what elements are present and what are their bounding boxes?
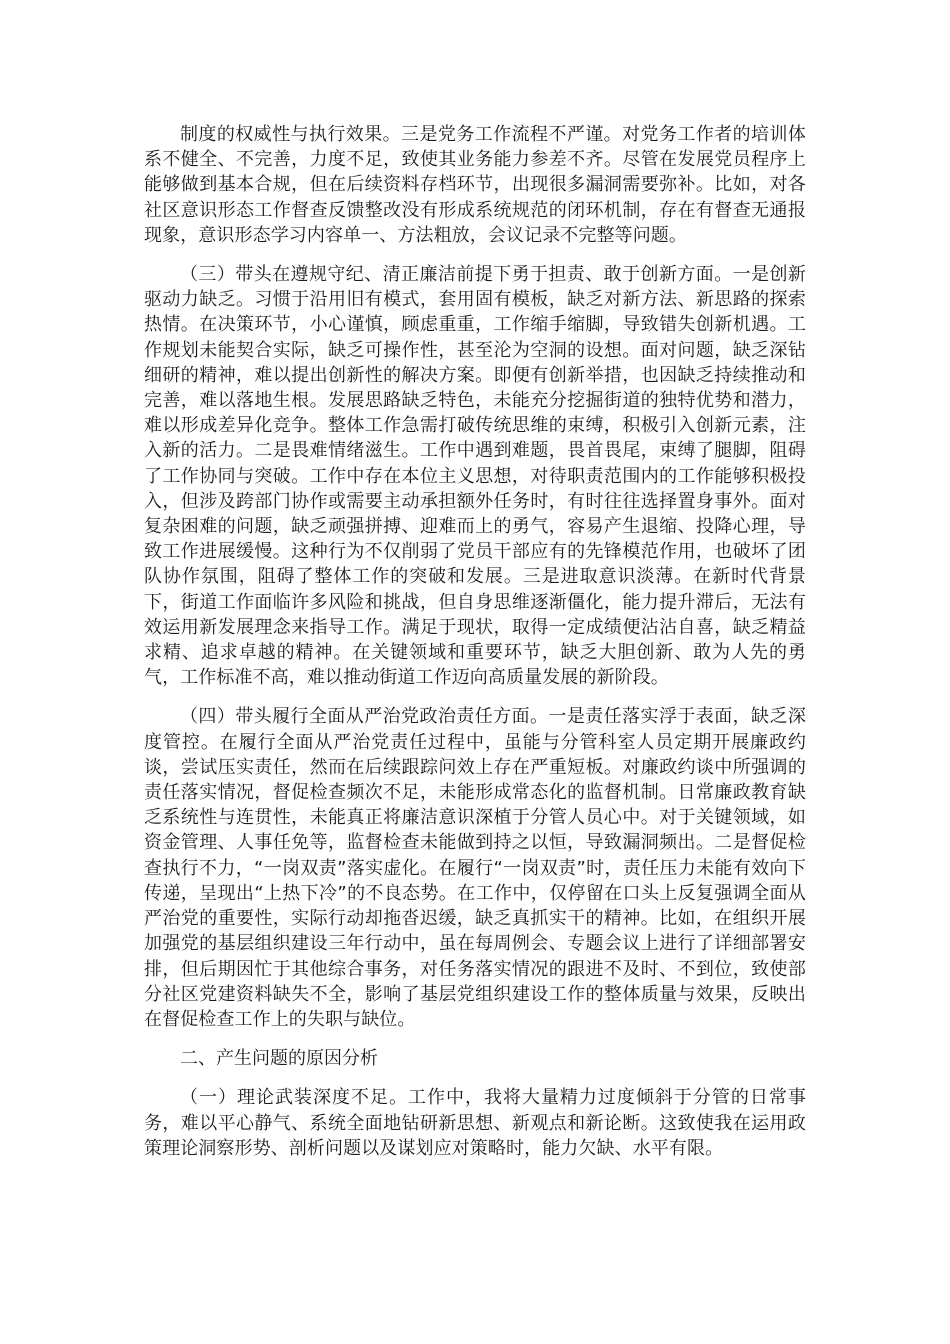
paragraph-section-four: （四）带头履行全面从严治党政治责任方面。一是责任落实浮于表面，缺乏深度管控。在履行全面从严治党责任过程中，虽能与分管科室人员定期开展廉政约谈，尝试压实责任，然而在后续跟踪问效上存在严重短板。对廉政约谈中所强调的责任落实情况，督促检查频次不足，未能形成常态化的监督机制。日常廉政教育缺乏系统性与连贯性，未能真正将廉洁意识深植于分管人员心中。对于关键领域，如资金管理、人事任免等，监督检查未能做到持之以恒，导致漏洞频出。二是督促检查执行不力，“一岗双责”落实虚化。在履行“一岗双责”时，责任压力未能有效向下传递，呈现出“上热下冷”的不良态势。在工作中，仅停留在口头上反复强调全面从严治党的重要性，实际行动却拖沓迟缓，缺乏真抓实干的精神。比如，在组织开展加强党的基层组织建设三年行动中，虽在每周例会、专题会议上进行了详细部署安排，但后期因忙于其他综合事务，对任务落实情况的跟进不及时、不到位，致使部分社区党建资料缺失不全，影响了基层党组织建设工作的整体质量与效果，反映出在督促检查工作上的失职与缺位。 <box>144 706 806 1030</box>
paragraph-continuation: 制度的权威性与执行效果。三是党务工作流程不严谨。对党务工作者的培训体系不健全、不完善，力度不足，致使其业务能力参差不齐。尽管在发展党员程序上能够做到基本合规，但在后续资料存档环节，出现很多漏洞需要弥补。比如，对各社区意识形态工作督查反馈整改没有形成系统规范的闭环机制，存在有督查无通报现象，意识形态学习内容单一、方法粗放，会议记录不完整等问题。 <box>144 124 806 246</box>
paragraph-cause-one: （一）理论武装深度不足。工作中，我将大量精力过度倾斜于分管的日常事务，难以平心静气、系统全面地钻研新思想、新观点和新论断。这致使我在运用政策理论洞察形势、剖析问题以及谋划应对策略时，能力欠缺、水平有限。 <box>144 1087 806 1159</box>
paragraph-section-three: （三）带头在遵规守纪、清正廉洁前提下勇于担责、敢于创新方面。一是创新驱动力缺乏。习惯于沿用旧有模式，套用固有模板，缺乏对新方法、新思路的探索热情。在决策环节，小心谨慎，顾虑重重，工作缩手缩脚，导致错失创新机遇。工作规划未能契合实际，缺乏可操作性，甚至沦为空洞的设想。面对问题，缺乏深钻细研的精神，难以提出创新性的解决方案。即便有创新举措，也因缺乏持续推动和完善，难以落地生根。发展思路缺乏特色，未能充分挖掘街道的独特优势和潜力，难以形成差异化竞争。整体工作急需打破传统思维的束缚，积极引入创新元素，注入新的活力。二是畏难情绪滋生。工作中遇到难题，畏首畏尾，束缚了腿脚，阻碍了工作协同与突破。工作中存在本位主义思想，对待职责范围内的工作能够积极投入，但涉及跨部门协作或需要主动承担额外任务时，有时往往选择置身事外。面对复杂困难的问题，缺乏顽强拼搏、迎难而上的勇气，容易产生退缩、投降心理，导致工作进展缓慢。这种行为不仅削弱了党员干部应有的先锋模范作用，也破坏了团队协作氛围，阻碍了整体工作的突破和发展。三是进取意识淡薄。在新时代背景下，街道工作面临许多风险和挑战，但自身思维逐渐僵化，能力提升滞后，无法有效运用新发展理念来指导工作。满足于现状，取得一定成绩便沾沾自喜，缺乏精益求精、追求卓越的精神。在关键领域和重要环节，缺乏大胆创新、敢为人先的勇气，工作标准不高，难以推动街道工作迈向高质量发展的新阶段。 <box>144 264 806 689</box>
document-page <box>144 122 806 1175</box>
section-heading: 二、产生问题的原因分析 <box>180 1048 378 1070</box>
